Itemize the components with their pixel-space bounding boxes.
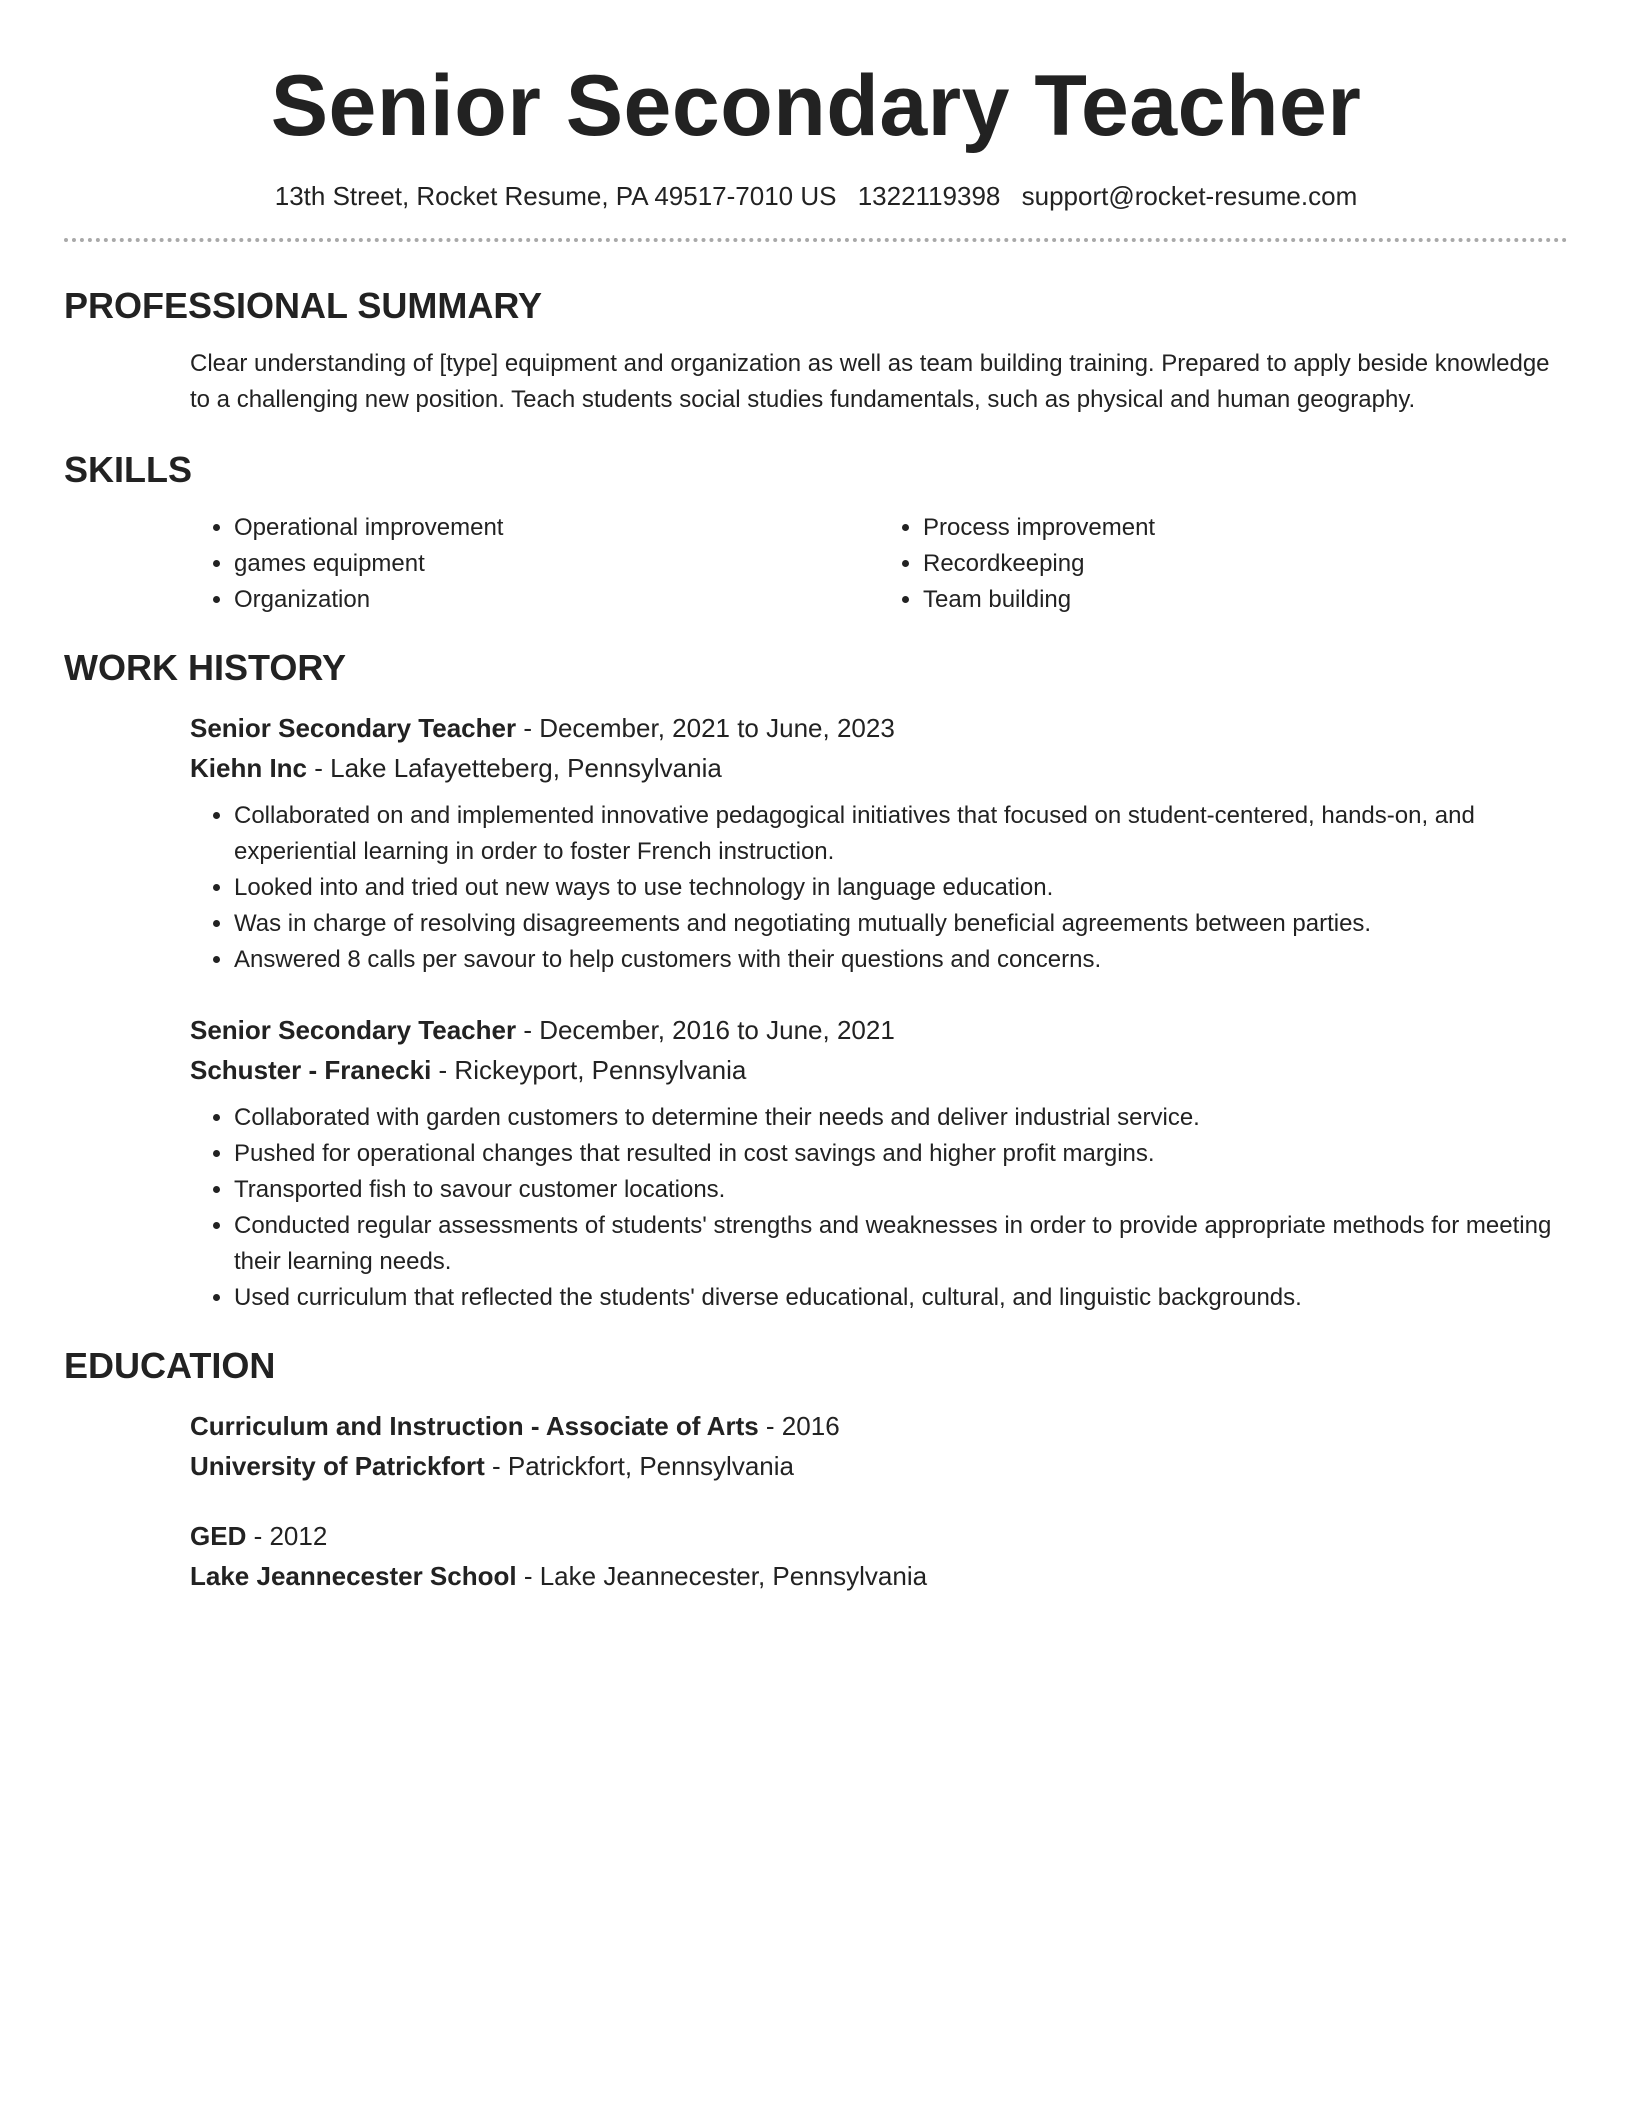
summary-section (64, 284, 1568, 418)
education-school: Lake Jeannecester School (190, 1561, 517, 1591)
skill-item: • Recordkeeping (923, 546, 1568, 582)
skills-section (64, 448, 1568, 618)
education-year: - 2012 (246, 1521, 328, 1551)
job-bullet: • Answered 8 calls per savour to help customers with their questions and concerns. (234, 942, 1568, 978)
resume-header (64, 0, 1568, 214)
summary-text: Clear understanding of [type] equipment and organization as well as team building training. Prepared to apply beside knowledge to a challenging new position. Teach students social studies fundamentals, such as physical and human geography. (190, 350, 1550, 413)
job-company-line (190, 1050, 1568, 1090)
job-bullet: • Used curriculum that reflected the students' diverse educational, cultural, and linguistic backgrounds. (234, 1280, 1568, 1316)
skills-column-right (879, 510, 1568, 618)
education-entry (190, 1406, 1568, 1486)
education-year: - 2016 (758, 1411, 840, 1441)
job-bullet: • Looked into and tried out new ways to use technology in language education. (234, 870, 1568, 906)
job-bullet: • Transported fish to savour customer locations. (234, 1172, 1568, 1208)
education-body (64, 1406, 1568, 1596)
job-dates: - December, 2021 to June, 2023 (516, 713, 895, 743)
education-location: - Patrickfort, Pennsylvania (484, 1451, 794, 1481)
job-role: Senior Secondary Teacher (190, 713, 517, 743)
summary-title: PROFESSIONAL SUMMARY (64, 285, 543, 326)
job-role: Senior Secondary Teacher (190, 1015, 517, 1045)
skills-body (64, 510, 1568, 618)
candidate-name: Senior Secondary Teacher (270, 58, 1362, 154)
job-title-line (190, 1010, 1568, 1050)
education-degree: GED (190, 1521, 247, 1551)
education-degree-line (190, 1406, 1568, 1446)
education-degree-line (190, 1516, 1568, 1556)
work-history-section (64, 646, 1568, 1316)
skill-item: • Team building (923, 582, 1568, 618)
header-divider (64, 238, 1568, 242)
contact-line (64, 178, 1568, 214)
education-section (64, 1344, 1568, 1596)
skills-column-left (190, 510, 879, 618)
job-title-line (190, 708, 1568, 748)
job-bullet: • Collaborated with garden customers to determine their needs and deliver industrial service. (234, 1100, 1568, 1136)
job-bullet: • Collaborated on and implemented innovative pedagogical initiatives that focused on student-centered, hands-on, and experiential learning in order to foster French instruction. (234, 798, 1568, 870)
job-company: Kiehn Inc (190, 753, 308, 783)
education-school: University of Patrickfort (190, 1451, 485, 1481)
work-history-title: WORK HISTORY (64, 647, 347, 688)
job-company: Schuster - Franecki (190, 1055, 432, 1085)
education-location: - Lake Jeannecester, Pennsylvania (516, 1561, 928, 1591)
skill-item: • Organization (234, 582, 879, 618)
job-entry (190, 708, 1568, 978)
job-company-line (190, 748, 1568, 788)
job-bullet: • Pushed for operational changes that resulted in cost savings and higher profit margins. (234, 1136, 1568, 1172)
job-dates: - December, 2016 to June, 2021 (516, 1015, 895, 1045)
job-bullet: • Was in charge of resolving disagreements and negotiating mutually beneficial agreements between parties. (234, 906, 1568, 942)
skill-item: • Process improvement (923, 510, 1568, 546)
education-degree: Curriculum and Instruction - Associate of Arts (190, 1411, 759, 1441)
education-title: EDUCATION (64, 1345, 276, 1386)
job-entry (190, 1010, 1568, 1316)
work-history-body (64, 708, 1568, 1316)
job-bullets (190, 798, 1568, 978)
job-bullet: • Conducted regular assessments of students' strengths and weaknesses in order to provide appropriate methods for meeting their learning needs. (234, 1208, 1568, 1280)
contact-address: 13th Street, Rocket Resume, PA 49517-7010 US (274, 181, 837, 211)
skill-item: • games equipment (234, 546, 879, 582)
job-bullets (190, 1100, 1568, 1316)
contact-email: support@rocket-resume.com (1021, 181, 1358, 211)
contact-phone: 1322119398 (857, 181, 1001, 211)
skill-item: • Operational improvement (234, 510, 879, 546)
education-school-line (190, 1556, 1568, 1596)
education-entry (190, 1516, 1568, 1596)
job-location: - Lake Lafayetteberg, Pennsylvania (307, 753, 722, 783)
education-school-line (190, 1446, 1568, 1486)
job-location: - Rickeyport, Pennsylvania (431, 1055, 747, 1085)
skills-title: SKILLS (64, 449, 193, 490)
skills-grid (190, 510, 1568, 618)
